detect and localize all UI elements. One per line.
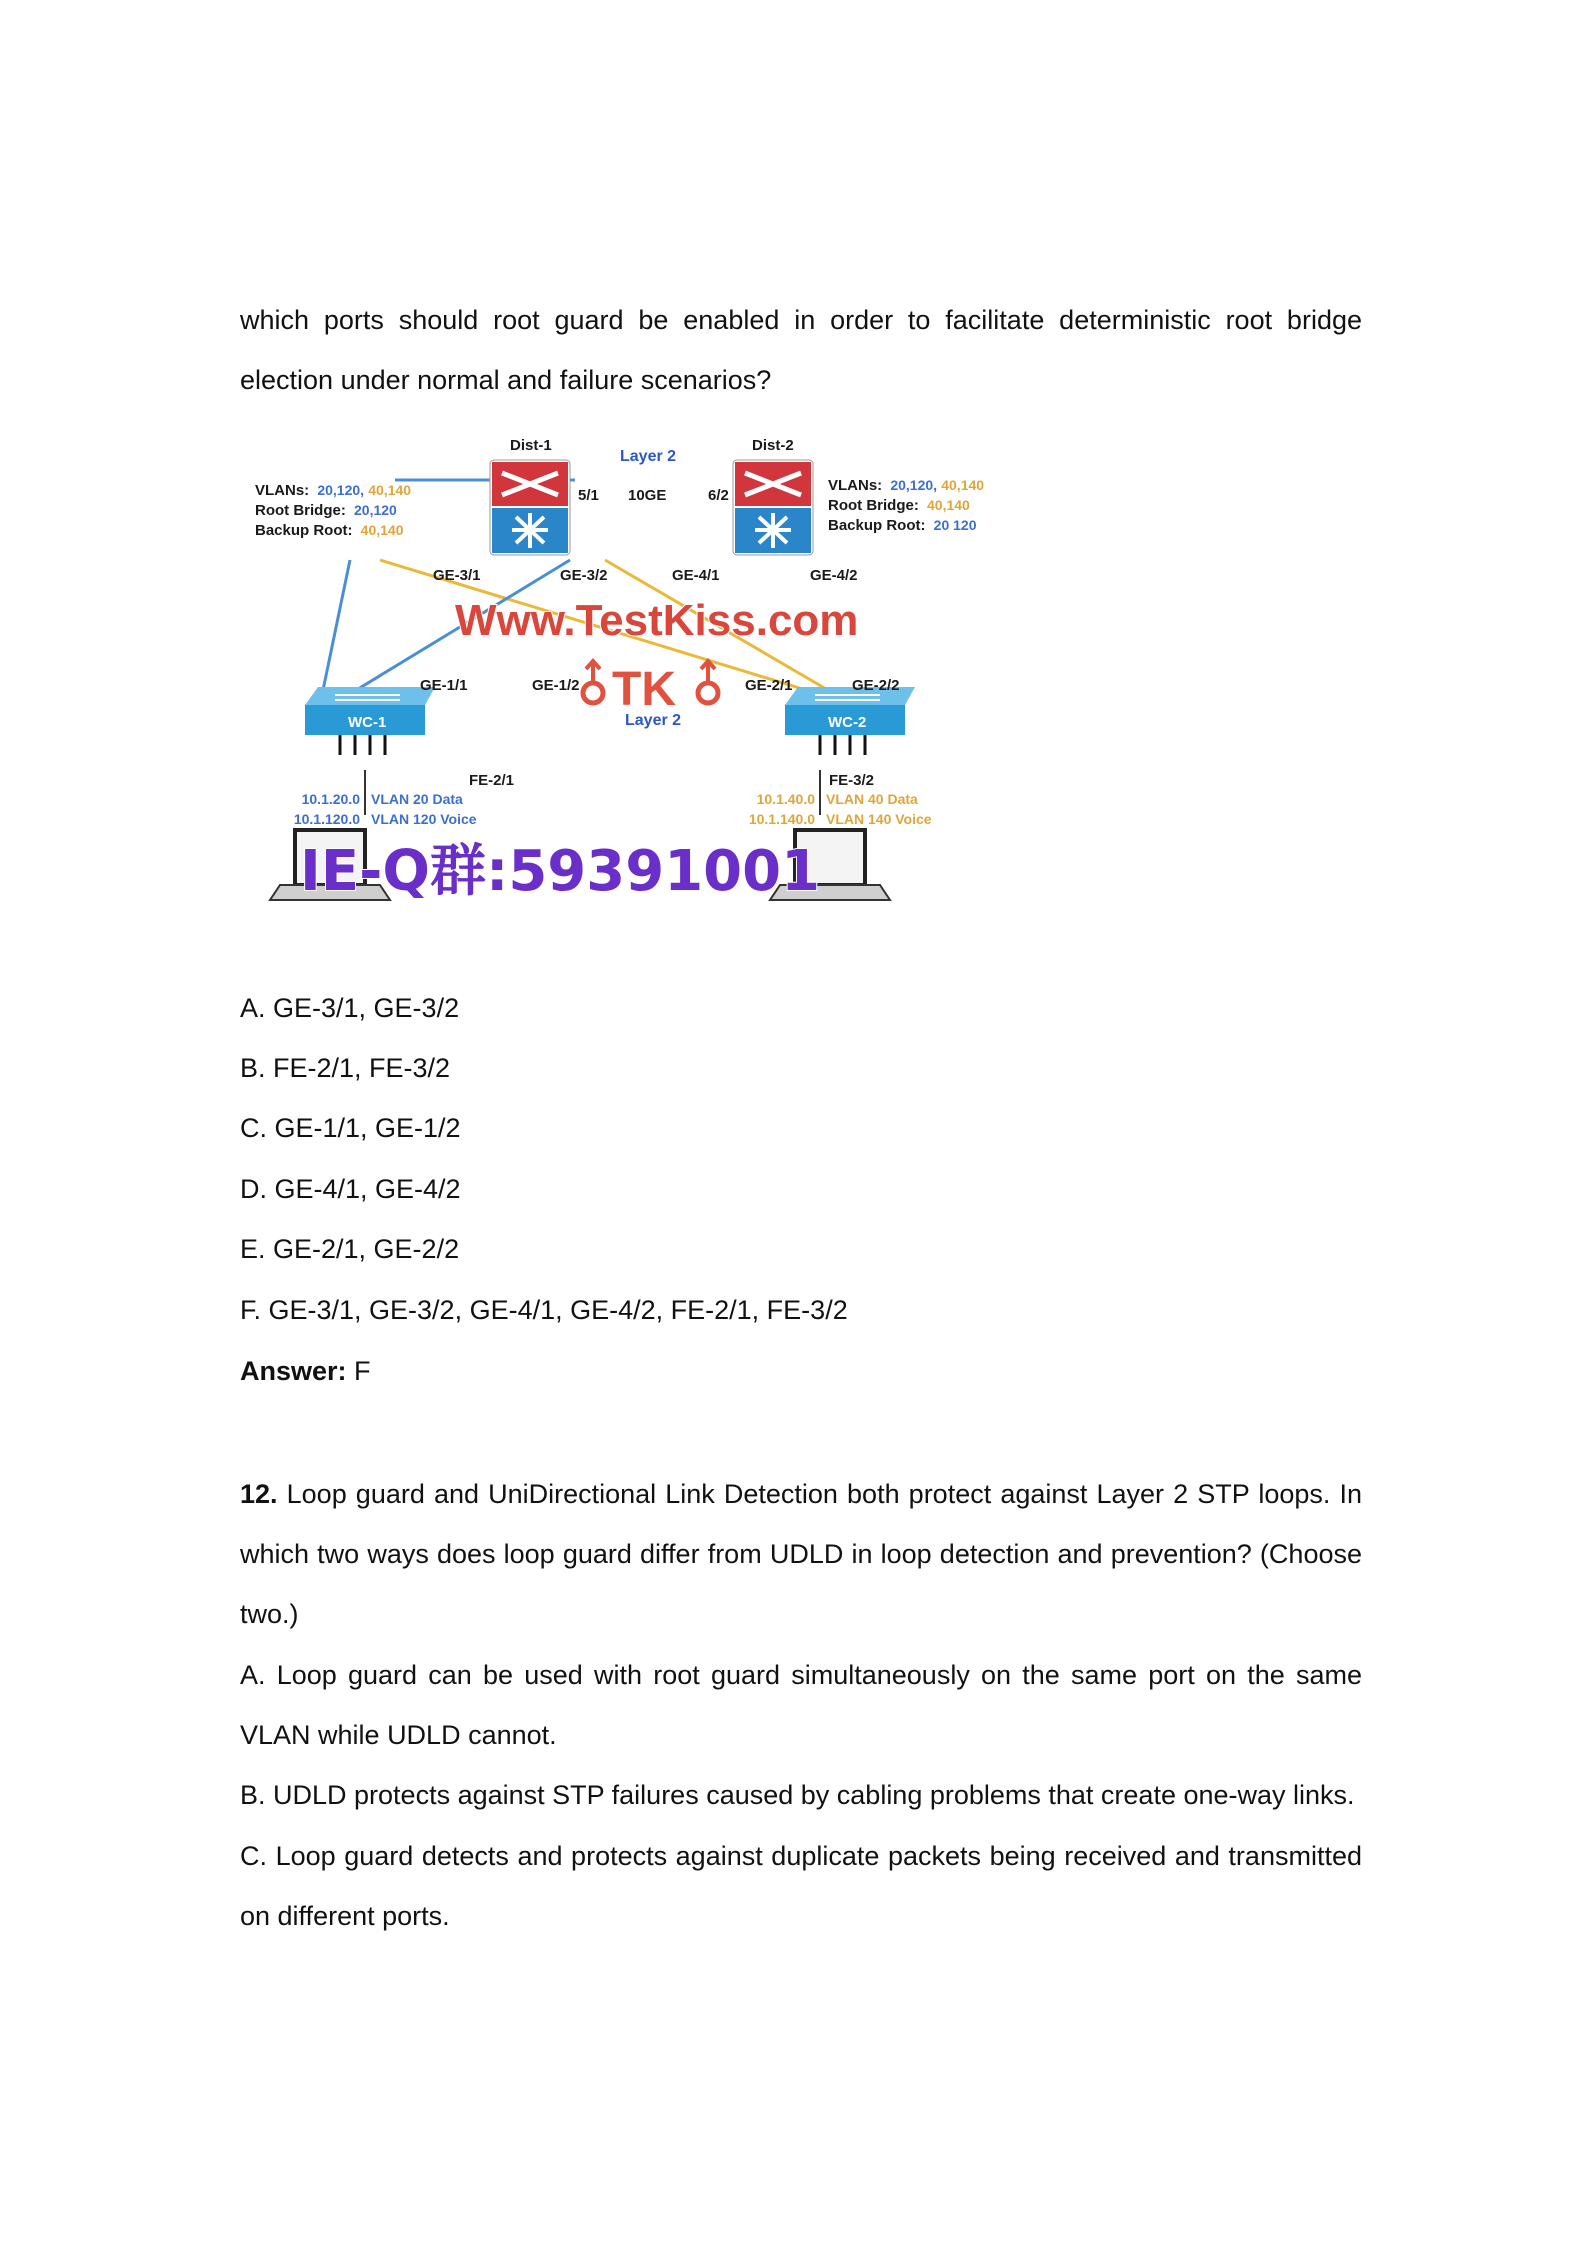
wc-1-data-vlan: VLAN 20 Data — [371, 791, 463, 807]
port-fe21-label: FE-2/1 — [469, 772, 515, 789]
svg-text:Root Bridge: 20,120: Root Bridge: 20,120 — [255, 502, 397, 519]
watermark-tk-text: TK — [612, 663, 676, 716]
wc-2-label: WC-2 — [828, 714, 867, 731]
link-port-left-label: 5/1 — [578, 487, 599, 504]
q11-option-a: A. GE-3/1, GE-3/2 — [240, 993, 460, 1023]
wc-2-voice-vlan: VLAN 140 Voice — [826, 811, 932, 827]
layer2-bottom-label: Layer 2 — [625, 712, 682, 729]
dist-1-info — [255, 482, 411, 539]
q11-option-f: F. GE-3/1, GE-3/2, GE-4/1, GE-4/2, FE-2/1, FE-3/2 — [240, 1295, 848, 1325]
q12-option-b: B. UDLD protects against STP failures caused by cabling problems that create one-way links. — [240, 1780, 1355, 1810]
layer2-top-label: Layer 2 — [620, 448, 677, 465]
link-dist1-wc1 — [322, 560, 350, 695]
q11-option-c: C. GE-1/1, GE-1/2 — [240, 1113, 461, 1143]
answer-label: Answer: — [240, 1356, 347, 1386]
q11-option-b: B. FE-2/1, FE-3/2 — [240, 1053, 451, 1083]
q12-option-a-line-2: VLAN while UDLD cannot. — [240, 1720, 557, 1750]
port-ge42-label: GE-4/2 — [810, 567, 858, 584]
link-port-right-label: 6/2 — [708, 487, 729, 504]
question-11-text-line-2: election under normal and failure scenarios? — [240, 365, 772, 395]
dist-2-info — [828, 477, 984, 534]
wc-1-voice-vlan: VLAN 120 Voice — [371, 811, 477, 827]
question-12-text-line-2: which two ways does loop guard differ from UDLD in loop detection and prevention? (Choose — [240, 1539, 1362, 1569]
dist-2-label: Dist-2 — [752, 437, 794, 454]
q11-option-d: D. GE-4/1, GE-4/2 — [240, 1174, 461, 1204]
wc-1-voice-subnet: 10.1.120.0 — [293, 811, 360, 827]
wc-2-voice-subnet: 10.1.140.0 — [748, 811, 815, 827]
watermark-group: IE-Q群:59391001 — [300, 839, 821, 904]
question-12-number: 12. — [240, 1479, 278, 1509]
svg-text:VLANs: 20,120,: VLANs: 20,120, 40,140 — [828, 477, 985, 494]
answer-value: F — [354, 1356, 371, 1386]
question-11-text-line-1: which ports should root guard be enabled in order to facilitate deterministic root bridge — [240, 305, 1362, 335]
q12-option-c-line-1: C. Loop guard detects and protects against duplicate packets being received and transmitted — [240, 1841, 1362, 1871]
watermark-tk-logo — [583, 661, 718, 716]
svg-text:VLANs: 20,120,: VLANs: 20,120, 40,140 — [255, 482, 412, 499]
question-12-text-line-1: 12. Loop guard and UniDirectional Link Detection both protect against Layer 2 STP loops. In — [240, 1479, 1362, 1509]
network-topology-diagram — [240, 415, 1020, 950]
svg-text:Backup Root: 40,140: Backup Root: 40,140 — [255, 522, 404, 539]
port-ge31-label: GE-3/1 — [433, 567, 481, 584]
q11-answer — [240, 1351, 371, 1391]
wc-1-data-subnet: 10.1.20.0 — [301, 791, 360, 807]
port-ge21-label: GE-2/1 — [745, 677, 793, 694]
port-ge22-label: GE-2/2 — [852, 677, 900, 694]
question-12-text-line-3: two.) — [240, 1599, 299, 1629]
q12-option-c-line-2: on different ports. — [240, 1901, 450, 1931]
watermark-url: Www.TestKiss.com — [455, 596, 859, 645]
port-ge41-label: GE-4/1 — [672, 567, 720, 584]
port-ge12-label: GE-1/2 — [532, 677, 580, 694]
q12-option-a-line-1: A. Loop guard can be used with root guard simultaneously on the same port on the same — [240, 1660, 1362, 1690]
wc-2-data-vlan: VLAN 40 Data — [826, 791, 918, 807]
dist-2-switch — [733, 460, 813, 555]
link-speed-label: 10GE — [628, 487, 667, 504]
wc-1-label: WC-1 — [348, 714, 387, 731]
port-ge11-label: GE-1/1 — [420, 677, 468, 694]
dist-1-switch — [490, 460, 570, 555]
svg-text:Backup Root: 20 120: Backup Root: 20 120 — [828, 517, 977, 534]
port-fe32-label: FE-3/2 — [829, 772, 875, 789]
dist-1-label: Dist-1 — [510, 437, 552, 454]
q11-option-e: E. GE-2/1, GE-2/2 — [240, 1234, 460, 1264]
port-ge32-label: GE-3/2 — [560, 567, 608, 584]
svg-text:Root Bridge: 40,140: Root Bridge: 40,140 — [828, 497, 970, 514]
wc-2-data-subnet: 10.1.40.0 — [756, 791, 815, 807]
